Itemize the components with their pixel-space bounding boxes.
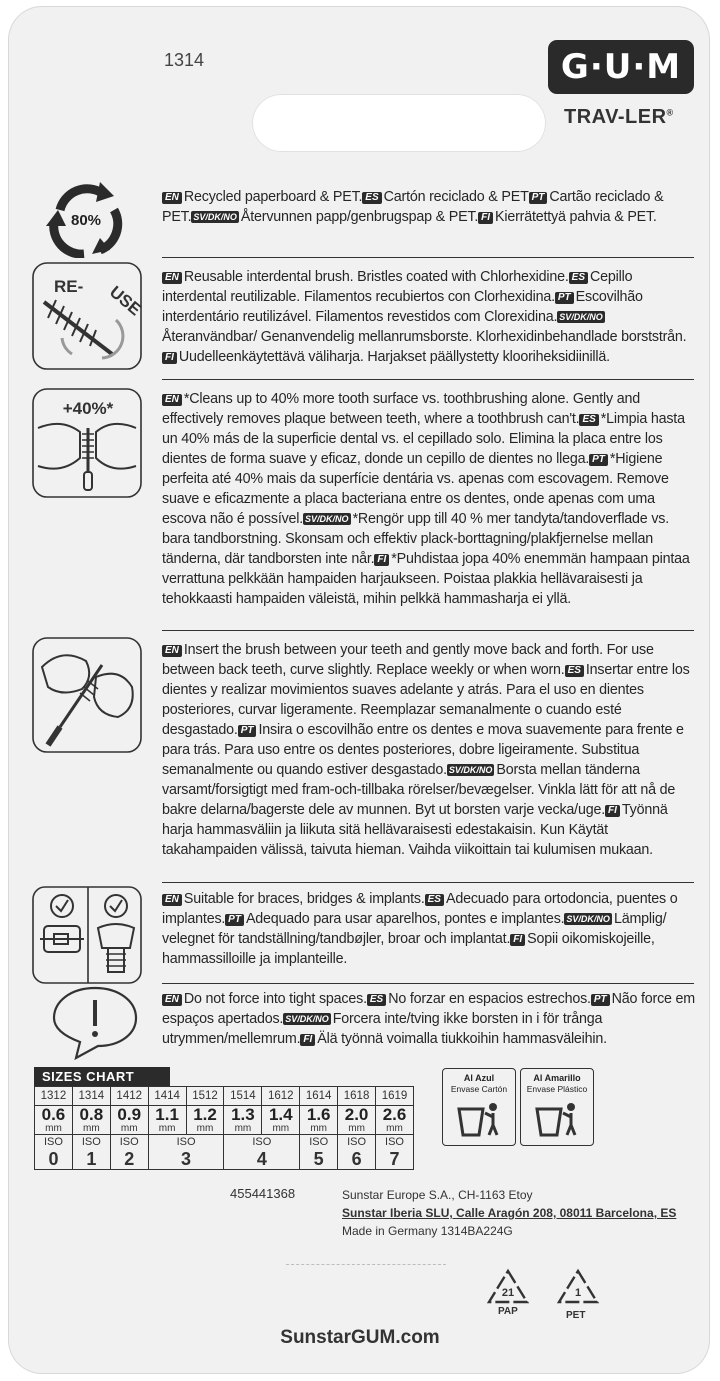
section-paragraph: Cartón reciclado & PET xyxy=(383,189,529,205)
sizes-chart-title: SIZES CHART xyxy=(34,1067,170,1086)
recycle-box-yellow-title: Al Amarillo xyxy=(533,1073,581,1083)
braces-implants-icon xyxy=(32,886,144,991)
section-paragraph: Suitable for braces, bridges & implants. xyxy=(183,891,425,907)
recycle-percent: 80% xyxy=(70,212,102,229)
language-badge: ES xyxy=(362,192,381,204)
language-badge: PT xyxy=(589,454,608,466)
size-diameter-value: 1.4 xyxy=(268,1105,293,1124)
language-badge: EN xyxy=(162,894,182,906)
language-badge: EN xyxy=(162,645,182,657)
language-badge: ES xyxy=(425,894,444,906)
size-diameter-row xyxy=(35,1106,414,1135)
size-unit: mm xyxy=(196,1123,214,1134)
language-badge: SV/DK/NO xyxy=(285,1014,329,1024)
section-paragraph: Uudelleenkäytettävä väliharja. Harjakset päällystetty klooriheksidiinillä. xyxy=(178,349,610,365)
iso-label-cell: ISO xyxy=(148,1135,224,1151)
section-paragraph: *Limpia hasta un 40% más de la superficie dental vs. el cepillado solo. Elimina la placa entre los dientes de forma suave y eficaz, donde un cepillo de dientes no llega. xyxy=(162,411,685,467)
section-paragraph: Työnnä harja hammasväliin ja liikuta sitä hellävaraisesti edestakaisin. Kun Käytät takahampaiden välissä, taivuta hieman. Vaihda viikoittain tai kulumisen mukaan. xyxy=(162,802,668,858)
dashed-divider xyxy=(286,1264,446,1265)
section-paragraph: Reusable interdental brush. Bristles coated with Chlorhexidine. xyxy=(183,269,569,285)
section-text xyxy=(162,187,696,227)
size-code-cell: 1619 xyxy=(376,1087,414,1106)
size-unit: mm xyxy=(310,1123,328,1134)
pet-label: PET xyxy=(566,1310,586,1321)
section-paragraph: Borsta mellan tänderna varsamt/forsigtigt med fram-och-tillbaka rörelser/bevægelser. Vinkla lätt för att nå de bakre delarna/bagerste dele av munnen. Byt ut borsten varje vecka/uge. xyxy=(162,762,676,818)
recycle-box-yellow-sub: Envase Plástico xyxy=(526,1084,588,1094)
size-diameter-cell xyxy=(338,1106,376,1135)
language-badge: SV/DK/NO xyxy=(448,765,493,775)
size-diameter-value: 1.1 xyxy=(155,1105,179,1124)
iso-label-cell: ISO xyxy=(376,1135,414,1151)
iso-label-row xyxy=(35,1135,414,1151)
language-badge: PT xyxy=(591,994,610,1006)
size-unit: mm xyxy=(45,1123,62,1134)
section-text xyxy=(162,989,696,1049)
divider xyxy=(162,379,694,380)
size-unit: mm xyxy=(272,1123,290,1134)
iso-number-cell: 6 xyxy=(338,1150,376,1170)
language-badge: ES xyxy=(569,272,588,284)
product-code: 1314 xyxy=(164,50,205,70)
pap-number: 21 xyxy=(501,1287,515,1299)
language-badge: SV/DK/NO xyxy=(305,514,349,524)
section-paragraph: Älä työnnä voimalla tiukkoihin hammasväleihin. xyxy=(317,1031,607,1047)
size-code-cell: 1512 xyxy=(186,1087,224,1106)
language-badge: EN xyxy=(162,272,182,284)
reuse-label-2: USE xyxy=(105,282,144,320)
section-paragraph: Sopii oikomiskojeille, hammassilloille ja implanteille. xyxy=(162,931,655,967)
bin-person-icon xyxy=(457,1101,503,1137)
iso-label-cell: ISO xyxy=(300,1135,338,1151)
size-diameter-cell xyxy=(148,1106,186,1135)
size-unit: mm xyxy=(348,1123,365,1134)
language-badge: SV/DK/NO xyxy=(566,914,610,924)
iso-label-cell: ISO xyxy=(224,1135,300,1151)
size-diameter-value: 0.8 xyxy=(79,1105,104,1124)
language-badge: PT xyxy=(238,725,257,737)
size-unit: mm xyxy=(234,1123,252,1134)
section-paragraph: Adecuado para ortodoncia, puentes o implantes. xyxy=(162,891,678,927)
iso-number-cell: 4 xyxy=(224,1150,300,1170)
sub-brand-name: TRAV-LER xyxy=(564,106,667,128)
language-badge: ES xyxy=(367,994,386,1006)
size-diameter-value: 1.6 xyxy=(306,1105,331,1124)
divider xyxy=(162,630,694,631)
recycle-box-blue-sub: Envase Cartón xyxy=(450,1084,508,1094)
language-badge: EN xyxy=(162,994,182,1006)
section-paragraph: Escovilhão interdentário reutilizável. Filamentos revestidos com Clorexidina. xyxy=(162,289,643,325)
language-badge: SV/DK/NO xyxy=(559,312,603,322)
website: SunstarGUM.com xyxy=(280,1327,440,1348)
iso-label-cell: ISO xyxy=(35,1135,73,1151)
section-paragraph: Insira o escovilhão entre os dentes e mova suavemente para frente e para trás. Para uso entre os dentes posteriores, dobre ligeiramente. Substitua semanalmente ou quando estiver desgastado. xyxy=(162,722,684,778)
sizes-chart xyxy=(34,1067,414,1170)
size-diameter-value: 0.9 xyxy=(117,1105,142,1124)
language-badge: FI xyxy=(605,805,620,817)
divider xyxy=(162,882,694,883)
size-diameter-value: 0.6 xyxy=(41,1105,66,1124)
bin-person-icon xyxy=(535,1101,581,1137)
recycle-box-blue-title: Al Azul xyxy=(463,1073,495,1083)
section-paragraph: No forzar en espacios estrechos. xyxy=(388,991,591,1007)
size-diameter-cell xyxy=(224,1106,262,1135)
pet-number: 1 xyxy=(574,1287,582,1299)
section-paragraph: Cartão reciclado & PET. xyxy=(162,189,664,225)
divider xyxy=(162,257,694,258)
iso-number-cell: 2 xyxy=(110,1150,148,1170)
size-diameter-cell xyxy=(262,1106,300,1135)
section-paragraph: Lämplig/ velegnet för tandställning/tandbøjler, broar och implantat. xyxy=(162,911,667,947)
section-paragraph: Não force em espaços apertados. xyxy=(162,991,696,1027)
brush-insertion-icon xyxy=(32,637,144,760)
iso-number-cell: 5 xyxy=(300,1150,338,1170)
section-text xyxy=(162,389,696,609)
language-badge: EN xyxy=(162,192,182,204)
language-badge: SV/DK/NO xyxy=(193,212,237,222)
size-diameter-cell xyxy=(35,1106,73,1135)
iso-label-cell: ISO xyxy=(338,1135,376,1151)
sizes-table xyxy=(34,1086,414,1170)
reuse-label-1: RE- xyxy=(54,277,84,296)
language-badge: PT xyxy=(555,292,574,304)
section-paragraph: *Cleans up to 40% more tooth surface vs. toothbrushing alone. Gently and effectively removes plaque between teeth, where a toothbrush can't. xyxy=(162,391,640,427)
iso-number-cell: 0 xyxy=(35,1150,73,1170)
section-paragraph: Do not force into tight spaces. xyxy=(183,991,367,1007)
language-badge: FI xyxy=(162,352,177,364)
size-code-cell: 1612 xyxy=(262,1087,300,1106)
section-paragraph: Kierrätettyä pahvia & PET. xyxy=(495,209,657,225)
language-badge: ES xyxy=(565,665,584,677)
pap-label: PAP xyxy=(498,1306,518,1317)
section-paragraph: *Higiene perfeita até 40% mais da superfície dentária vs. apenas com escovagem. Remove suave e eficazmente a placa bacteriana entre os dentes, onde apenas com uma escova não é possível. xyxy=(162,451,669,527)
size-unit: mm xyxy=(158,1123,176,1134)
section-text xyxy=(162,640,696,860)
language-badge: FI xyxy=(478,212,493,224)
hang-hole xyxy=(252,94,546,152)
size-diameter-cell xyxy=(376,1106,414,1135)
size-codes-row xyxy=(35,1087,414,1106)
section-paragraph: Cepillo interdental reutilizable. Filamentos recubiertos con Clorhexidina. xyxy=(162,269,633,305)
forty-percent-label: +40%* xyxy=(62,399,114,418)
size-diameter-value: 1.3 xyxy=(231,1105,255,1124)
language-badge: PT xyxy=(529,192,548,204)
gum-logo: G·U·M xyxy=(548,40,694,94)
language-badge: PT xyxy=(225,914,244,926)
size-diameter-cell xyxy=(186,1106,224,1135)
company-line-2: Sunstar Iberia SLU, Calle Aragón 208, 08011 Barcelona, ES xyxy=(342,1206,677,1220)
size-unit: mm xyxy=(120,1123,138,1134)
registered-mark: ® xyxy=(666,107,674,118)
barcode-number: 455441368 xyxy=(230,1186,296,1201)
section-paragraph: Forcera inte/tving ikke borsten in i för trånga utrymmen/mellemrum. xyxy=(162,1011,603,1047)
recycle-80-icon xyxy=(44,180,128,263)
warning-bubble-icon xyxy=(50,984,140,1065)
sub-brand xyxy=(564,106,674,129)
recycle-box-blue xyxy=(442,1068,516,1146)
language-badge: FI xyxy=(510,934,525,946)
size-code-cell: 1412 xyxy=(110,1087,148,1106)
iso-label-cell: ISO xyxy=(110,1135,148,1151)
section-text xyxy=(162,889,696,969)
section-paragraph: *Rengör upp till 40 % mer tandyta/tandoverflade vs. bara tandborstning. Skonsam och effektiv plack-borttagning/plakfjernelse mellan tänderna, där tandborsten inte når. xyxy=(162,511,669,567)
language-badge: FI xyxy=(374,554,389,566)
iso-label-cell: ISO xyxy=(72,1135,110,1151)
company-line-3: Made in Germany 1314BA224G xyxy=(342,1224,513,1238)
size-unit: mm xyxy=(83,1123,100,1134)
size-unit: mm xyxy=(386,1123,403,1134)
size-code-cell: 1414 xyxy=(148,1087,186,1106)
iso-number-row xyxy=(35,1150,414,1170)
size-code-cell: 1618 xyxy=(338,1087,376,1106)
section-paragraph: Recycled paperboard & PET. xyxy=(183,189,363,205)
size-diameter-cell xyxy=(72,1106,110,1135)
section-paragraph: Adequado para usar aparelhos, pontes e implantes. xyxy=(245,911,565,927)
size-diameter-value: 2.0 xyxy=(344,1105,369,1124)
divider xyxy=(162,983,694,984)
size-code-cell: 1614 xyxy=(300,1087,338,1106)
section-paragraph: Återanvändbar/ Genanvendelig mellanrumsborste. Klorhexidinbehandlade borststrån. xyxy=(162,329,687,345)
size-code-cell: 1312 xyxy=(35,1087,73,1106)
iso-number-cell: 1 xyxy=(72,1150,110,1170)
teeth-cleaning-40-icon xyxy=(32,388,144,505)
size-diameter-value: 1.2 xyxy=(193,1105,217,1124)
iso-number-cell: 3 xyxy=(148,1150,224,1170)
company-line-1: Sunstar Europe S.A., CH-1163 Etoy xyxy=(342,1188,533,1202)
section-paragraph: Insertar entre los dientes y realizar movimientos suaves adelante y atrás. Para el uso en dientes posteriores, curvar ligeramente. Reemplazar semanalmente o cuando esté desgastado. xyxy=(162,662,690,738)
language-badge: FI xyxy=(300,1034,315,1046)
pap-21-icon xyxy=(486,1268,530,1311)
section-paragraph: *Puhdistaa jopa 40% enemmän hampaan pintaa verrattuna pelkkään hampaiden harjaukseen. Poistaa plakkia hellävaraisesti ja tehokkaasti hampaiden väleistä, mihin pelkkä hammasharja ei yllä. xyxy=(162,551,690,607)
reuse-brush-icon xyxy=(32,262,144,377)
size-diameter-cell xyxy=(110,1106,148,1135)
iso-number-cell: 7 xyxy=(376,1150,414,1170)
language-badge: EN xyxy=(162,394,182,406)
size-code-cell: 1514 xyxy=(224,1087,262,1106)
size-diameter-value: 2.6 xyxy=(382,1105,407,1124)
language-badge: ES xyxy=(579,414,598,426)
section-paragraph: Återvunnen papp/genbrugspap & PET. xyxy=(240,209,479,225)
size-code-cell: 1314 xyxy=(72,1087,110,1106)
section-text xyxy=(162,267,696,367)
recycle-box-yellow xyxy=(520,1068,594,1146)
company-info xyxy=(342,1186,676,1240)
size-diameter-cell xyxy=(300,1106,338,1135)
pet-1-icon xyxy=(556,1268,600,1311)
section-paragraph: Insert the brush between your teeth and gently move back and forth. For use between back teeth, curve slightly. Replace weekly or when worn. xyxy=(162,642,654,678)
